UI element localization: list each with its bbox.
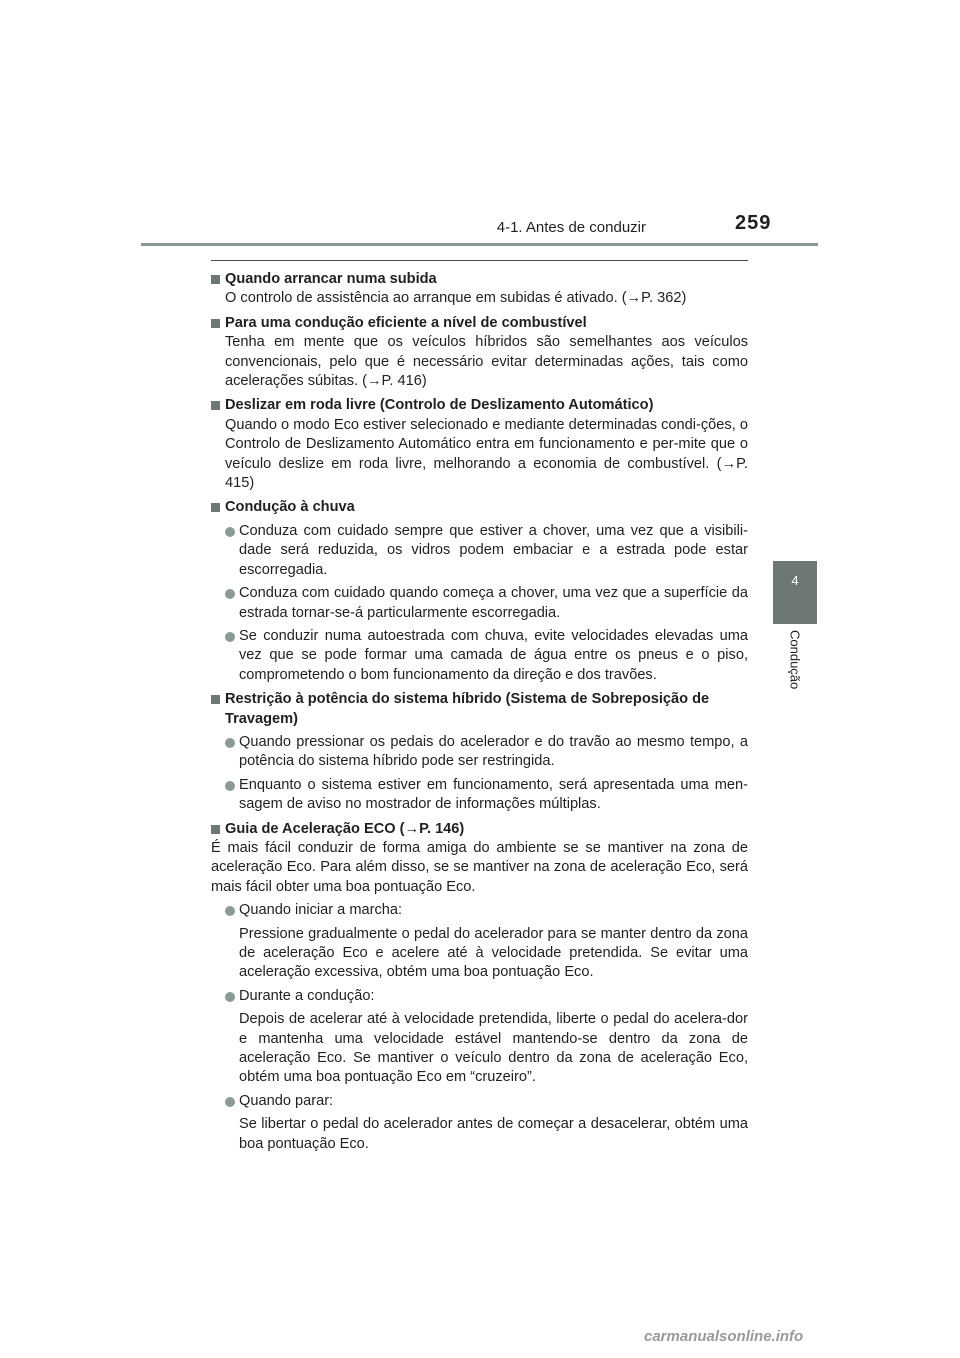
section-body: Quando o modo Eco estiver selecionado e mediante determinadas condi-ções, o Controlo de Deslizamento Automático entra em funcionamento e per-mite que o veículo deslize em roda livre, melhorando a economia de combustível. (→P. 415) [225,416,748,492]
section-body: O controlo de assistência ao arranque em subidas é ativado. (→P. 362) [225,290,687,307]
circle-bullet-icon [225,1097,235,1107]
section-heading: Deslizar em roda livre (Controlo de Deslizamento Automático) [211,396,748,415]
list-item-text: Depois de acelerar até à velocidade pretendida, liberte o pedal do acelera-dor e mantenha uma velocidade estável mantendo-se dentro da zona de aceleração Eco. Se mantiver o veículo dentro da zona de aceleração Eco, obtém uma boa pontuação Eco em “cruzeiro”. [239,1011,748,1086]
square-bullet-icon [211,275,220,284]
content-rule [211,260,748,261]
list-item: Quando parar: [211,1092,748,1111]
list-item-text: Pressione gradualmente o pedal do acelerador para se manter dentro da zona de aceleração Eco e acelere até à velocidade pretendida. Se evitar uma aceleração excessiva, obtém uma boa pontuação Eco. [239,925,748,981]
square-bullet-icon [211,401,220,410]
circle-bullet-icon [225,589,235,599]
square-bullet-icon [211,503,220,512]
circle-bullet-icon [225,632,235,642]
list-item: Quando pressionar os pedais do acelerador e do travão ao mesmo tempo, a potência do sistema híbrido pode ser restringida. [211,733,748,772]
list-item: Conduza com cuidado sempre que estiver a chover, uma vez que a visibili-dade será reduzida, os vidros podem embaciar e a estrada pode estar escorregadia. [211,522,748,580]
chapter-label: Condução [787,630,803,690]
list-item: Durante a condução: [211,987,748,1006]
circle-bullet-icon [225,906,235,916]
section-heading: Para uma condução eficiente a nível de combustível [211,314,748,333]
square-bullet-icon [211,825,220,834]
section-heading: Quando arrancar numa subida [211,270,748,289]
square-bullet-icon [211,695,220,704]
circle-bullet-icon [225,992,235,1002]
list-item: Enquanto o sistema estiver em funcionamento, será apresentada uma men-sagem de aviso no mostrador de informações múltiplas. [211,776,748,815]
header-rule [141,243,818,246]
circle-bullet-icon [225,738,235,748]
circle-bullet-icon [225,781,235,791]
circle-bullet-icon [225,527,235,537]
section-heading: Condução à chuva [211,498,748,517]
watermark: carmanualsonline.info [644,1328,804,1345]
section-body: É mais fácil conduzir de forma amiga do ambiente se se mantiver na zona de aceleração Eco. Para além disso, se se mantiver na zona de aceleração Eco, será mais fácil obter uma boa pontuação Eco. [211,839,748,895]
square-bullet-icon [211,319,220,328]
section-heading: Restrição à potência do sistema híbrido (Sistema de Sobreposição de Travagem) [211,690,748,729]
list-item: Quando iniciar a marcha: [211,901,748,920]
chapter-tab[interactable] [773,561,817,624]
section-body: Tenha em mente que os veículos híbridos são semelhantes aos veículos convencionais, pelo que é necessário evitar determinadas ações, tais como acelerações súbitas. (→P. 416) [225,334,748,390]
list-item: Se conduzir numa autoestrada com chuva, evite velocidades elevadas uma vez que se pode formar uma camada de água entre os pneus e o piso, comprometendo o bom funcionamento da direção e dos travões. [211,627,748,685]
list-item: Conduza com cuidado quando começa a chover, uma vez que a superfície da estrada tornar-se-á particularmente escorregadia. [211,584,748,623]
section-title: 4-1. Antes de conduzir [496,219,646,236]
section-heading: Guia de Aceleração ECO (→P. 146) [211,820,748,839]
chapter-number: 4 [791,573,799,588]
page-content [211,265,748,1154]
list-item-text: Se libertar o pedal do acelerador antes de começar a desacelerar, obtém uma boa pontuação Eco. [239,1116,748,1152]
page-number: 259 [735,212,772,234]
